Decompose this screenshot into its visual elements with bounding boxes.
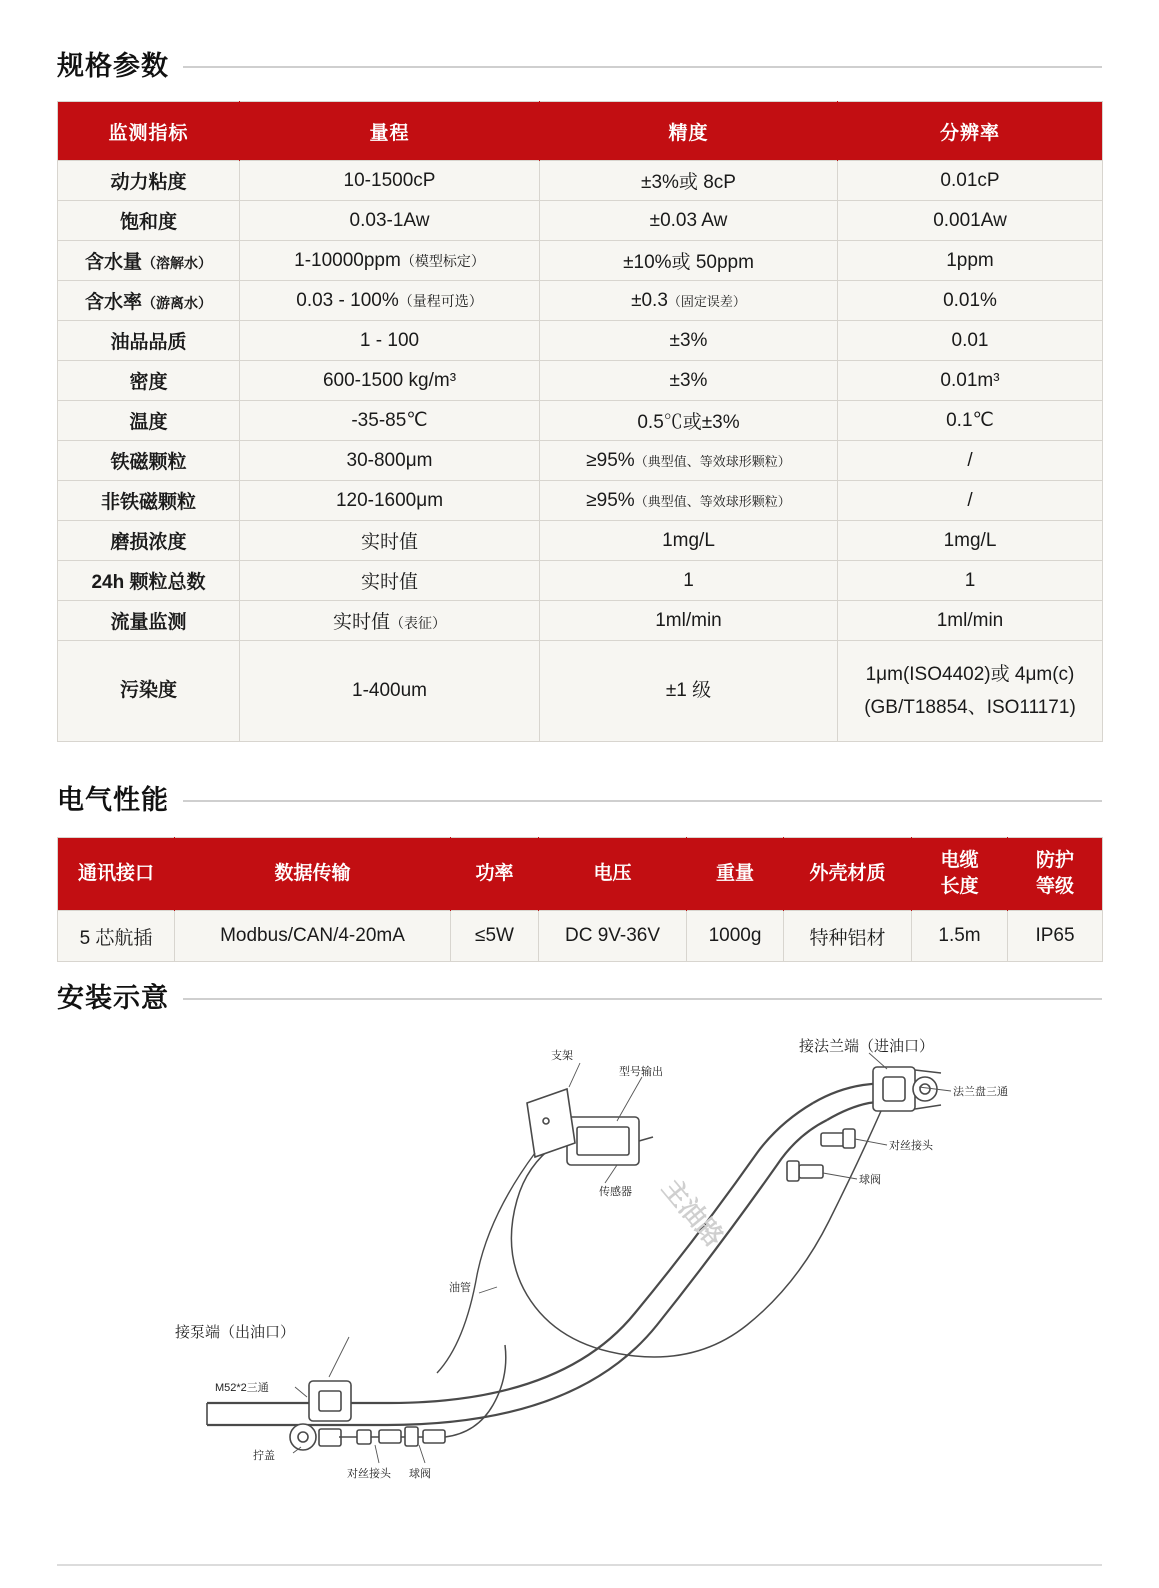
cell-metric: 流量监测 xyxy=(58,601,240,641)
section-title-spec: 规格参数 xyxy=(57,51,169,81)
electrical-table xyxy=(57,837,1103,962)
section-heading-spec xyxy=(0,44,1159,83)
cell-resolution: 0.001Aw xyxy=(838,201,1103,241)
table-row xyxy=(58,201,1103,241)
cell-resolution: 0.01% xyxy=(838,281,1103,321)
col-header-metric: 监测指标 xyxy=(58,102,240,161)
cell-metric: 饱和度 xyxy=(58,201,240,241)
diagram-svg xyxy=(57,1025,1102,1495)
col-header-resolution: 分辨率 xyxy=(838,102,1103,161)
cell-shell-material: 特种铝材 xyxy=(784,911,912,962)
cell-range: 120-1600μm xyxy=(240,481,540,521)
diagram-label-m52-tee: M52*2三通 xyxy=(215,1382,269,1394)
cell-resolution: / xyxy=(838,481,1103,521)
diagram-label-flange-port: 接法兰端（进油口） xyxy=(799,1038,935,1055)
table-header-row xyxy=(58,102,1103,161)
cell-data-transfer: Modbus/CAN/4-20mA xyxy=(175,911,451,962)
section-heading-electrical xyxy=(0,778,1159,817)
col-header-accuracy: 精度 xyxy=(540,102,838,161)
cell-range: 10-1500cP xyxy=(240,161,540,201)
diagram-label-bracket: 支架 xyxy=(551,1050,573,1062)
col-header-weight: 重量 xyxy=(687,838,784,911)
diagram-label-wire-joint-left: 对丝接头 xyxy=(347,1468,391,1480)
cell-resolution: 0.01cP xyxy=(838,161,1103,201)
cell-accuracy: 1ml/min xyxy=(540,601,838,641)
col-header-shell-material: 外壳材质 xyxy=(784,838,912,911)
cell-resolution: / xyxy=(838,441,1103,481)
cell-metric: 动力粘度 xyxy=(58,161,240,201)
col-header-voltage: 电压 xyxy=(539,838,687,911)
diagram-label-oil-pipe: 油管 xyxy=(449,1282,471,1294)
cell-range: 30-800μm xyxy=(240,441,540,481)
diagram-label-pump-port: 接泵端（出油口） xyxy=(175,1324,296,1341)
diagram-label-sensor: 传感器 xyxy=(599,1186,632,1198)
diagram-label-ball-valve-right: 球阀 xyxy=(859,1174,881,1186)
col-header-interface: 通讯接口 xyxy=(58,838,175,911)
cell-resolution: 0.01 xyxy=(838,321,1103,361)
table-header-row xyxy=(58,838,1103,911)
cell-protection-rating: IP65 xyxy=(1008,911,1103,962)
table-row xyxy=(58,281,1103,321)
cell-accuracy: ≥95%（典型值、等效球形颗粒） xyxy=(540,441,838,481)
cell-accuracy: ±0.3（固定误差） xyxy=(540,281,838,321)
table-row xyxy=(58,161,1103,201)
section-heading-install xyxy=(0,976,1159,1015)
cell-metric: 含水率（游离水） xyxy=(58,281,240,321)
cell-range: 1-10000ppm（模型标定） xyxy=(240,241,540,281)
table-row xyxy=(58,641,1103,742)
heading-rule xyxy=(183,998,1102,1000)
cell-accuracy: ±3%或 8cP xyxy=(540,161,838,201)
cell-accuracy: 1mg/L xyxy=(540,521,838,561)
cell-resolution: 0.01m³ xyxy=(838,361,1103,401)
diagram-label-ball-valve-left: 球阀 xyxy=(409,1468,431,1480)
cell-range: 实时值 xyxy=(240,521,540,561)
cell-accuracy: 0.5℃或±3% xyxy=(540,401,838,441)
footer-divider xyxy=(57,1564,1102,1566)
cell-accuracy: 1 xyxy=(540,561,838,601)
cell-weight: 1000g xyxy=(687,911,784,962)
cell-range: 1-400um xyxy=(240,641,540,742)
table-row xyxy=(58,401,1103,441)
table-row xyxy=(58,481,1103,521)
diagram-label-flange-tee: 法兰盘三通 xyxy=(953,1086,1008,1098)
cell-resolution: 1μm(ISO4402)或 4μm(c)(GB/T18854、ISO11171) xyxy=(838,641,1103,742)
table-row xyxy=(58,361,1103,401)
cell-accuracy: ±3% xyxy=(540,361,838,401)
col-header-power: 功率 xyxy=(451,838,539,911)
cell-cable-length: 1.5m xyxy=(912,911,1008,962)
cell-power: ≤5W xyxy=(451,911,539,962)
cell-accuracy: ±1 级 xyxy=(540,641,838,742)
table-row xyxy=(58,241,1103,281)
cell-resolution: 1ml/min xyxy=(838,601,1103,641)
section-title-install: 安装示意 xyxy=(57,983,169,1013)
col-header-range: 量程 xyxy=(240,102,540,161)
cell-resolution: 0.1℃ xyxy=(838,401,1103,441)
cell-voltage: DC 9V-36V xyxy=(539,911,687,962)
cell-range: 实时值 xyxy=(240,561,540,601)
spec-table xyxy=(57,101,1103,742)
cell-metric: 密度 xyxy=(58,361,240,401)
installation-diagram xyxy=(57,1025,1102,1495)
cell-resolution: 1ppm xyxy=(838,241,1103,281)
col-header-cable-length: 电缆 长度 xyxy=(912,838,1008,911)
cell-range: 1 - 100 xyxy=(240,321,540,361)
diagram-label-screw-cap: 拧盖 xyxy=(253,1450,275,1462)
cell-metric: 非铁磁颗粒 xyxy=(58,481,240,521)
cell-accuracy: ±0.03 Aw xyxy=(540,201,838,241)
table-row xyxy=(58,441,1103,481)
diagram-label-wire-joint-right: 对丝接头 xyxy=(889,1140,933,1152)
cell-accuracy: ±10%或 50ppm xyxy=(540,241,838,281)
cell-metric: 24h 颗粒总数 xyxy=(58,561,240,601)
diagram-label-signal-output: 型号输出 xyxy=(619,1066,663,1078)
cell-accuracy: ±3% xyxy=(540,321,838,361)
cell-metric: 磨损浓度 xyxy=(58,521,240,561)
diagram-watermark: 主油路 xyxy=(656,1172,730,1252)
cell-resolution: 1 xyxy=(838,561,1103,601)
cell-range: 0.03 - 100%（量程可选） xyxy=(240,281,540,321)
heading-rule xyxy=(183,66,1102,68)
cell-accuracy: ≥95%（典型值、等效球形颗粒） xyxy=(540,481,838,521)
cell-range: 实时值（表征） xyxy=(240,601,540,641)
table-row xyxy=(58,321,1103,361)
heading-rule xyxy=(183,800,1102,802)
cell-metric: 铁磁颗粒 xyxy=(58,441,240,481)
cell-metric: 温度 xyxy=(58,401,240,441)
cell-resolution: 1mg/L xyxy=(838,521,1103,561)
cell-metric: 污染度 xyxy=(58,641,240,742)
cell-range: -35-85℃ xyxy=(240,401,540,441)
cell-range: 0.03-1Aw xyxy=(240,201,540,241)
cell-metric: 油品品质 xyxy=(58,321,240,361)
cell-range: 600-1500 kg/m³ xyxy=(240,361,540,401)
document-page xyxy=(0,44,1159,1588)
col-header-data-transfer: 数据传输 xyxy=(175,838,451,911)
section-title-electrical: 电气性能 xyxy=(57,785,169,815)
table-row xyxy=(58,911,1103,962)
table-row xyxy=(58,561,1103,601)
table-row xyxy=(58,521,1103,561)
cell-interface: 5 芯航插 xyxy=(58,911,175,962)
col-header-protection-rating: 防护 等级 xyxy=(1008,838,1103,911)
cell-metric: 含水量（溶解水） xyxy=(58,241,240,281)
table-row xyxy=(58,601,1103,641)
